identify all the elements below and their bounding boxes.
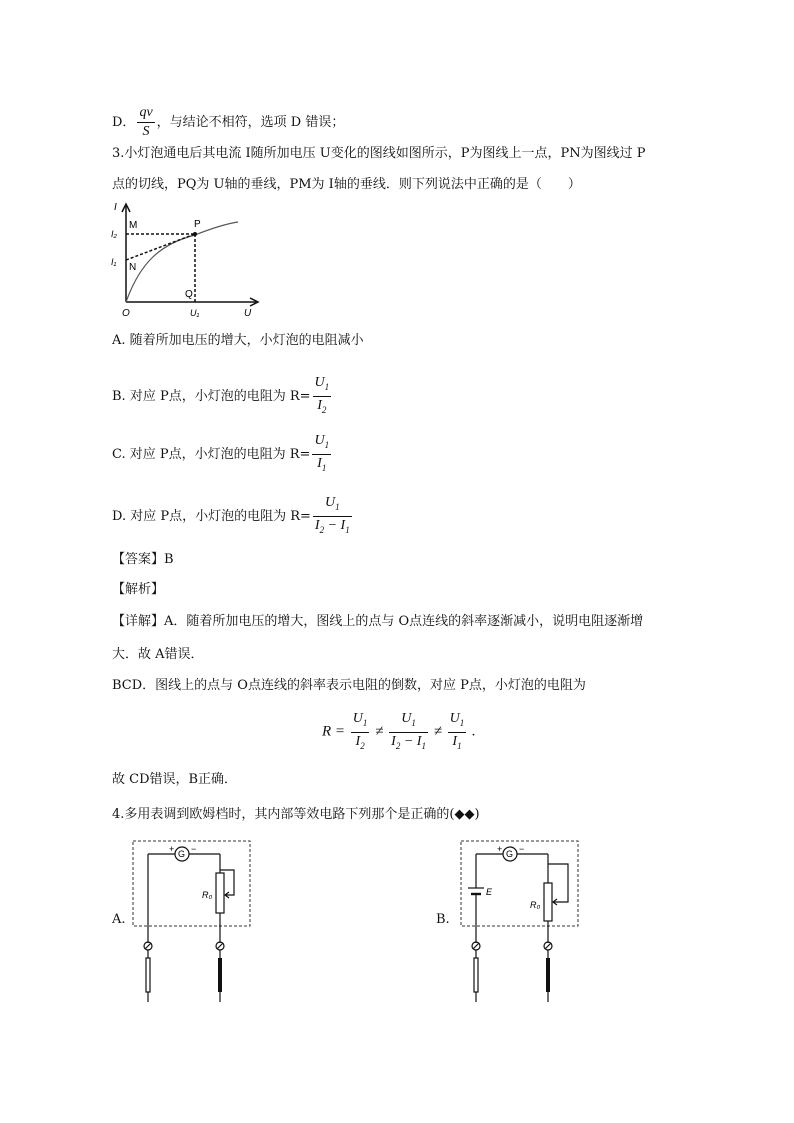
svg-text:I: I: [114, 202, 117, 213]
equation: R = $\frac{U_1}{I_2}$ ≠ $\frac{U_1}{I_2 - I_1}$ ≠ $\frac{U_1}{I_1}$ .: [322, 711, 476, 751]
svg-text:I₂: I₂: [111, 229, 117, 239]
circuit-b: [458, 838, 588, 1008]
svg-text:G: G: [178, 849, 186, 859]
svg-text:+: +: [497, 844, 503, 854]
detail-line1: 【详解】A．随着所加电压的增大，图线上的点与 O点连线的斜率逐渐减小，说明电阻逐渐增: [112, 614, 644, 629]
svg-text:−: −: [519, 844, 525, 854]
iu-graph: [110, 198, 280, 323]
svg-text:M: M: [129, 220, 138, 231]
svg-text:O: O: [122, 308, 130, 319]
q4-text: 4.多用表调到欧姆档时，其内部等效电路下列那个是正确的(◆◆): [112, 807, 480, 822]
fraction: $\frac{U_1}{I_2}$: [314, 375, 330, 415]
pn-tangent: [126, 234, 195, 260]
option-c: C. 对应 P点，小灯泡的电阻为 R= $\frac{U_1}{I_1}$: [112, 432, 333, 477]
analysis-title: 【解析】: [112, 582, 165, 597]
svg-text:U₁: U₁: [190, 308, 200, 318]
option-label: D．: [112, 115, 136, 130]
svg-text:R₀: R₀: [530, 900, 541, 910]
svg-text:N: N: [129, 262, 137, 273]
answer: 【答案】B: [112, 552, 174, 567]
resistor-r0: [544, 883, 552, 921]
svg-text:U: U: [244, 308, 252, 319]
detail-line2: 大．故 A错误．: [112, 647, 204, 662]
circuit-b-label: B.: [436, 912, 450, 927]
svg-text:E: E: [486, 887, 493, 897]
option-a: A. 随着所加电压的增大，小灯泡的电阻减小: [112, 333, 364, 348]
svg-text:I₁: I₁: [111, 257, 117, 267]
detail-line3: BCD．图线上的点与 O点连线的斜率表示电阻的倒数，对应 P点，小灯泡的电阻为: [112, 678, 586, 693]
prev-option-d: D． $\frac{qv}{S}$ ，与结论不相符，选项 D 错误；: [112, 105, 345, 139]
svg-text:−: −: [191, 844, 197, 854]
circuit-a-label: A.: [112, 912, 126, 927]
option-d: D. 对应 P点，小灯泡的电阻为 R= $\frac{U_1}{I_2 - I_1}$: [112, 494, 354, 539]
resistor-r0: [216, 873, 224, 913]
fraction: $\frac{U_1}{I_2 - I_1}$: [314, 495, 350, 535]
circuit-a: [130, 838, 260, 1008]
q3-line1: 3.小灯泡通电后其电流 I随所加电压 U变化的图线如图所示，P为图线上一点，PN为图线过 P: [112, 146, 646, 161]
q3-line2: 点的切线，PQ为 U轴的垂线，PM为 I轴的垂线．则下列说法中正确的是（ ）: [112, 177, 581, 192]
svg-text:Q: Q: [185, 289, 193, 300]
svg-text:P: P: [194, 219, 201, 230]
svg-text:R₀: R₀: [202, 890, 213, 900]
svg-text:G: G: [506, 849, 514, 859]
conclusion: 故 CD错误，B正确．: [112, 772, 238, 787]
fraction: $\frac{qv}{S}$: [139, 105, 153, 139]
fraction: $\frac{U_1}{I_1}$: [314, 433, 330, 473]
option-b: B. 对应 P点，小灯泡的电阻为 R= $\frac{U_1}{I_2}$: [112, 374, 333, 419]
svg-text:+: +: [169, 844, 175, 854]
